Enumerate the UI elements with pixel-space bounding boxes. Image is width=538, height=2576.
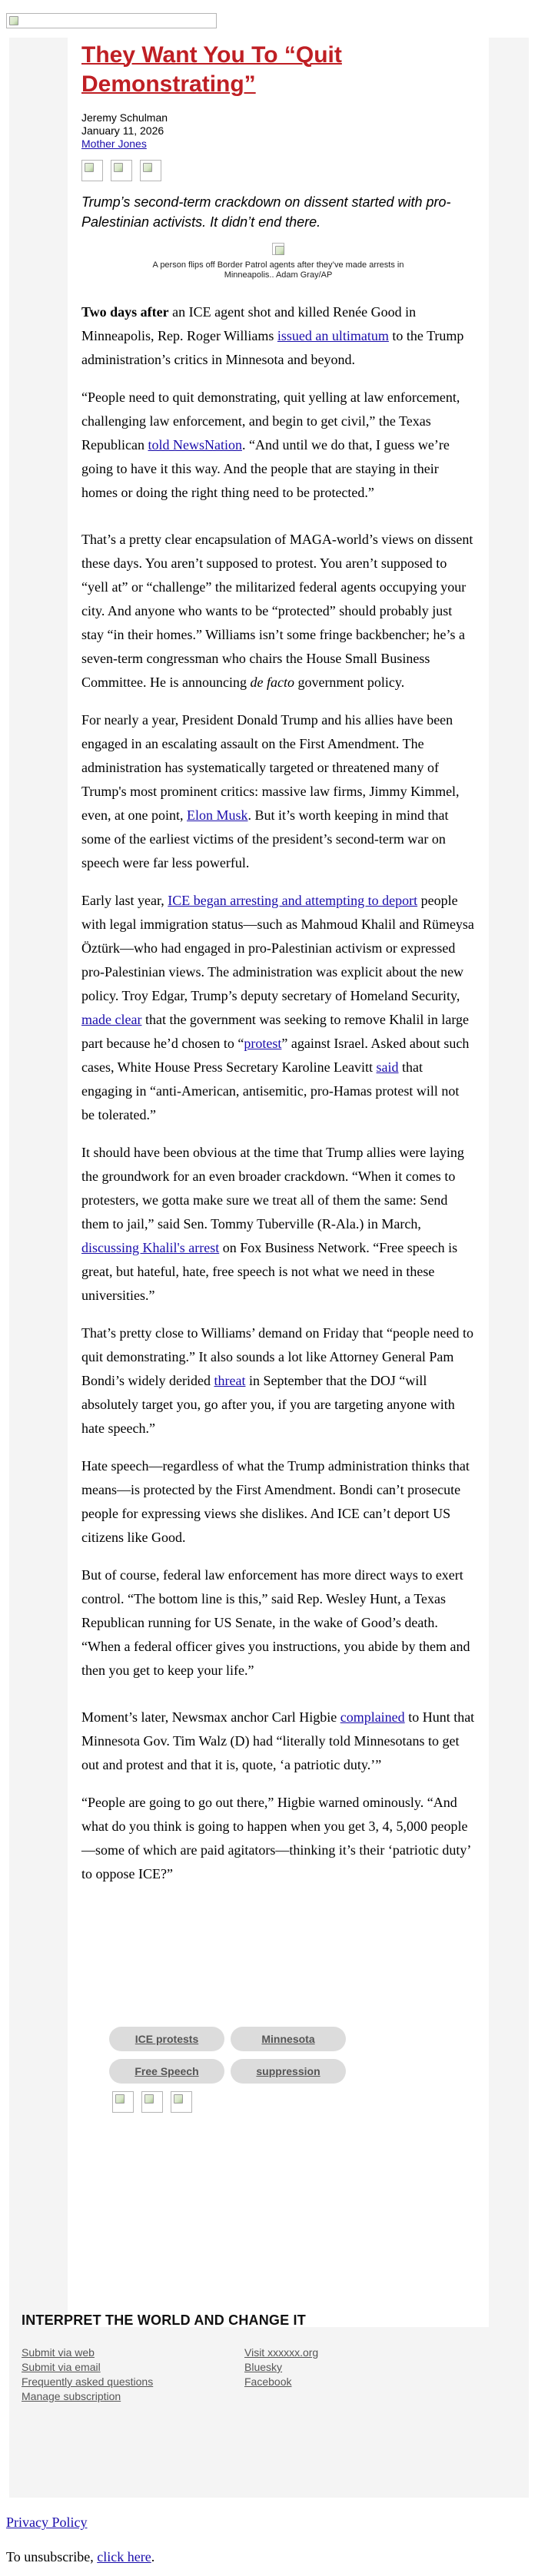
article-photo	[81, 243, 475, 280]
footer-link-facebook[interactable]: Facebook	[244, 2375, 292, 2388]
paragraph-text: that engaging in “anti-American, antisemitic, pro-Hamas protest will not be tolerated.”	[81, 1059, 460, 1122]
paragraph-text: For nearly a year, President Donald Trump and his allies have been engaged in an escalating assault on the First Amendment. The administration has systematically targeted or threatened many of Trump's most prominent critics: massive law firms, Jimmy Kimmel, even, at one point,	[81, 712, 460, 823]
inline-link[interactable]: protest	[244, 1036, 282, 1051]
article-dek: Trump’s second-term crackdown on dissent started with pro-Palestinian activists. It didn’t end there.	[81, 194, 451, 230]
share-icon[interactable]	[140, 160, 161, 181]
footer-link-submit-web[interactable]: Submit via web	[22, 2346, 95, 2359]
tag-link[interactable]: Minnesota	[231, 2027, 346, 2051]
article-paragraph	[81, 1563, 475, 1683]
article-title[interactable]: They Want You To “Quit Demonstrating”	[81, 42, 342, 97]
paragraph-text: an ICE agent shot and killed Renée Good in Minneapolis, Rep. Roger Williams	[81, 304, 417, 343]
inline-link[interactable]: ICE began arresting and attempting to deport	[168, 893, 418, 908]
tag-link[interactable]: ICE protests	[109, 2027, 224, 2051]
privacy-policy-link[interactable]: Privacy Policy	[6, 2515, 88, 2530]
italic-text: de facto	[250, 675, 294, 690]
paragraph-text: government policy.	[294, 675, 405, 690]
paragraph-text: people with legal immigration status—such as Mahmoud Khalil and Rümeysa Öztürk—who had engaged in pro-Palestinian activism or expressed pro-Palestinian views. The administration was explicit about the new policy. Troy Edgar, Trump’s deputy secretary of Homeland Security,	[81, 893, 474, 1003]
paragraph-text: on Fox Business Network. “Free speech is great, but hateful, hate, free speech is not what we need in these universities.”	[81, 1240, 458, 1303]
inline-link[interactable]: told NewsNation	[148, 437, 242, 453]
article-container	[68, 38, 489, 2327]
paragraph-text: . But it’s worth keeping in mind that some of the earliest victims of the president’s second-term war on speech were far less powerful.	[81, 807, 449, 870]
photo-caption: A person flips off Border Patrol agents after they’ve made arrests in Minneapolis.. Adam Gray/AP	[152, 260, 404, 280]
paragraph-text: Hate speech—regardless of what the Trump administration thinks that means—is protected by the First Amendment. Bondi can’t prosecute people for expressing views she dislikes. And ICE can’t deport US citizens like Good.	[81, 1458, 470, 1545]
publish-date: January 11, 2026	[81, 124, 164, 137]
tag-link[interactable]: Free Speech	[109, 2059, 224, 2084]
newsletter-banner-image	[6, 13, 217, 28]
share-icon[interactable]	[112, 2091, 134, 2113]
photo-image	[272, 243, 284, 255]
byline	[81, 111, 475, 151]
share-icon[interactable]	[81, 160, 103, 181]
footer-link-manage-subscription[interactable]: Manage subscription	[22, 2390, 121, 2402]
article-paragraph	[81, 1141, 475, 1308]
unsubscribe-line	[6, 2549, 154, 2565]
paragraph-text: “People are going to go out there,” Higbie warned ominously. “And what do you think is going to happen when you get 3, 4, 5,000 people—some of which are paid agitators—thinking it’s their ‘patriotic duty’ to oppose ICE?”	[81, 1795, 471, 1881]
unsubscribe-prefix: To unsubscribe,	[6, 2549, 98, 2564]
paragraph-text: that the government was seeking to remove Khalil in large part because he’d chosen to “	[81, 1012, 470, 1051]
footer-link-bluesky[interactable]: Bluesky	[244, 2361, 283, 2373]
unsubscribe-suffix: .	[151, 2549, 155, 2564]
newsletter-footer	[22, 2312, 498, 2404]
footer-links-left	[22, 2346, 244, 2404]
tag-link[interactable]: suppression	[231, 2059, 346, 2084]
paragraph-text: That’s a pretty clear encapsulation of MAGA-world’s views on dissent these days. You aren’t supposed to protest. You aren’t supposed to “yell at” or “challenge” the militarized federal agents occupying your city. And anyone who wants to be “protected” should probably just stay “in their homes.” Williams isn’t some fringe backbencher; he’s a seven-term congressman who chairs the House Small Business Committee. He is announcing	[81, 532, 473, 690]
article-paragraph	[81, 1454, 475, 1550]
paragraph-text: . “And until we do that, I guess we’re going to have it this way. And the people that are staying in their homes or doing the right thing need to be protected.”	[81, 437, 450, 500]
tag-list	[109, 2027, 346, 2084]
paragraph-text: It should have been obvious at the time that Trump allies were laying the groundwork for an even broader crackdown. “When it comes to protesters, we gotta make sure we treat all of them the same: Send them to jail,” said Sen. Tommy Tuberville (R-Ala.) in March,	[81, 1145, 464, 1232]
privacy-policy	[6, 2515, 88, 2531]
share-icons-bottom	[112, 2091, 346, 2113]
inline-link[interactable]: complained	[340, 1709, 405, 1725]
footer-link-website[interactable]: Visit xxxxxx.org	[244, 2346, 319, 2359]
inline-link[interactable]: said	[376, 1059, 399, 1075]
footer-link-faq[interactable]: Frequently asked questions	[22, 2375, 154, 2388]
inline-link[interactable]: made clear	[81, 1012, 142, 1027]
article-paragraph	[81, 386, 475, 505]
footer-link-submit-email[interactable]: Submit via email	[22, 2361, 101, 2373]
paragraph-text: ” against Israel. Asked about such cases, White House Press Secretary Karoline Leavitt	[81, 1036, 470, 1075]
paragraph-text: to Hunt that Minnesota Gov. Tim Walz (D) had “literally told Minnesotans to get out and protest and that it is, quote, ‘a patriotic duty.’”	[81, 1709, 475, 1772]
article-paragraph	[81, 528, 475, 695]
unsubscribe-link[interactable]: click here	[97, 2549, 151, 2564]
share-icon[interactable]	[111, 160, 132, 181]
share-icons-top	[81, 160, 475, 181]
author-name: Jeremy Schulman	[81, 111, 168, 124]
article-paragraph	[81, 889, 475, 1127]
paragraph-text: Early last year,	[81, 893, 168, 908]
footer-links-right	[244, 2346, 467, 2404]
paragraph-text: in September that the DOJ “will absolutely target you, go after you, if you are targeting anyone with hate speech.”	[81, 1373, 455, 1436]
article-paragraph	[81, 300, 475, 372]
paragraph-text: But of course, federal law enforcement has more direct ways to exert control. “The bottom line is this,” said Rep. Wesley Hunt, a Texas Republican running for US Senate, in the wake of Good’s death. “When a federal officer gives you instructions, you abide by them and then you get to keep your life.”	[81, 1567, 470, 1678]
share-icon[interactable]	[171, 2091, 192, 2113]
inline-link[interactable]: discussing Khalil's arrest	[81, 1240, 220, 1255]
article-paragraph	[81, 1706, 475, 1777]
lead-in-text: Two days after	[81, 304, 169, 320]
paragraph-text: Moment’s later, Newsmax anchor Carl Higbie	[81, 1709, 340, 1725]
share-icon[interactable]	[141, 2091, 163, 2113]
paragraph-text: to the Trump administration’s critics in Minnesota and beyond.	[81, 328, 464, 367]
inline-link[interactable]: threat	[214, 1373, 246, 1388]
publication-link[interactable]: Mother Jones	[81, 138, 147, 150]
article-body	[81, 300, 475, 1886]
paragraph-text: That’s pretty close to Williams’ demand on Friday that “people need to quit demonstrating.” It also sounds a lot like Attorney General Pam Bondi’s widely derided	[81, 1325, 473, 1388]
email-card	[9, 38, 529, 2498]
article-paragraph	[81, 1791, 475, 1886]
footer-heading: INTERPRET THE WORLD AND CHANGE IT	[22, 2312, 306, 2328]
inline-link[interactable]: issued an ultimatum	[277, 328, 389, 343]
paragraph-text: “People need to quit demonstrating, quit yelling at law enforcement, challenging law enforcement, and begin to get civil,” the Texas Republican	[81, 390, 460, 453]
article-paragraph	[81, 708, 475, 875]
inline-link[interactable]: Elon Musk	[186, 807, 248, 823]
article-paragraph	[81, 1321, 475, 1441]
